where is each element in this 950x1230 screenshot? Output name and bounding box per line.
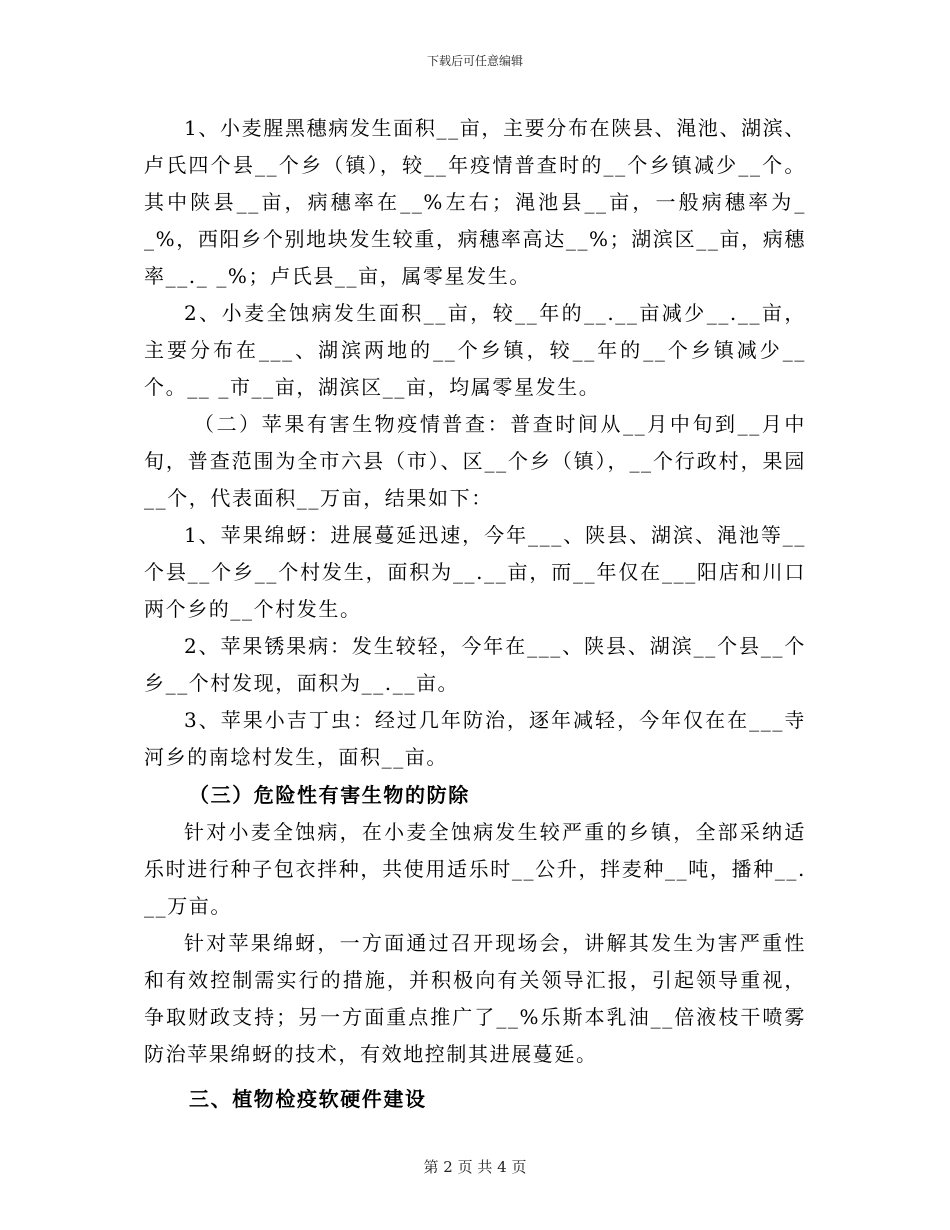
page-footer: 第 2 页 共 4 页 bbox=[423, 1158, 527, 1176]
paragraph-apple-buprestid: 3、苹果小吉丁虫：经过几年防治，逐年减轻，今年仅在在___寺河乡的南埝村发生，面积__亩。 bbox=[144, 708, 806, 769]
paragraph-woolly-aphid: 1、苹果绵蚜：进展蔓延迅速，今年___、陕县、湖滨、渑池等__个县__个乡__个村发生，面积为__.__亩，而__年仅在___阳店和川口两个乡的__个村发生。 bbox=[144, 523, 806, 621]
document-body bbox=[144, 110, 806, 1118]
paragraph-apple-survey: （二）苹果有害生物疫情普查：普查时间从__月中旬到__月中旬，普查范围为全市六县（市）、区__个乡（镇），__个行政村，果园__个，代表面积__万亩，结果如下： bbox=[144, 412, 806, 510]
paragraph-wheat-take-all: 2、小麦全蚀病发生面积__亩，较__年的__.__亩减少__.__亩，主要分布在___、湖滨两地的__个乡镇，较__年的__个乡镇减少__个。__ _市__亩，湖滨区__亩，均属零星发生。 bbox=[144, 301, 806, 399]
section-heading-quarantine-construction: 三、植物检疫软硬件建设 bbox=[189, 1087, 427, 1111]
paragraph-apple-scar-skin: 2、苹果锈果病：发生较轻，今年在___、陕县、湖滨__个县__个乡__个村发现，面积为__.__亩。 bbox=[144, 634, 806, 695]
section-heading-pest-control: （三）危险性有害生物的防除 bbox=[189, 783, 470, 807]
paragraph-take-all-control: 针对小麦全蚀病，在小麦全蚀病发生较严重的乡镇，全部采纳适乐时进行种子包衣拌种，共使用适乐时__公升，拌麦种__吨，播种__.__万亩。 bbox=[144, 820, 806, 918]
paragraph-aphid-control: 针对苹果绵蚜，一方面通过召开现场会，讲解其发生为害严重性和有效控制需实行的措施，并积极向有关领导汇报，引起领导重视，争取财政支持；另一方面重点推广了__%乐斯本乳油__倍液枝干喷雾防治苹果绵蚜的技术，有效地控制其进展蔓延。 bbox=[144, 931, 806, 1066]
page-header: 下载后可任意编辑 bbox=[426, 54, 523, 68]
paragraph-wheat-smut: 1、小麦腥黑穗病发生面积__亩，主要分布在陕县、渑池、湖滨、卢氏四个县__个乡（镇），较__年疫情普查时的__个乡镇减少__个。其中陕县__亩，病穗率在__%左右；渑池县__亩，一般病穗率为__%，西阳乡个别地块发生较重，病穗率高达__%；湖滨区__亩，病穗率__._ _%；卢氏县__亩，属零星发生。 bbox=[144, 116, 806, 288]
